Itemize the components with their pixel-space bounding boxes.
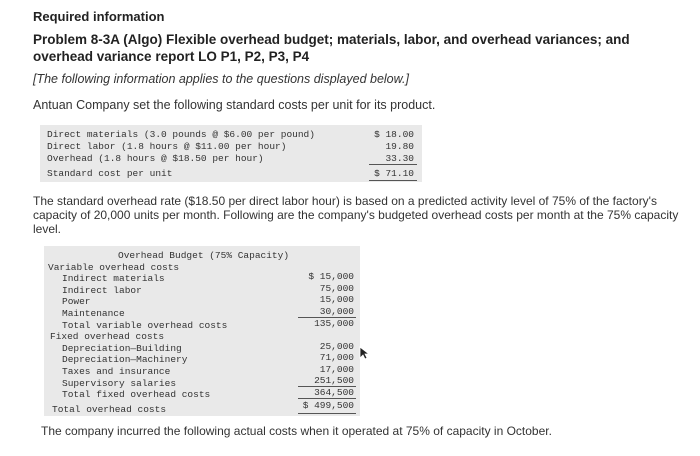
fixed-item-amount: 251,500 bbox=[314, 375, 354, 386]
total-overhead-label: Total overhead costs bbox=[52, 404, 167, 415]
overhead-budget-title: Overhead Budget (75% Capacity) bbox=[118, 250, 290, 261]
variable-item-amount: 15,000 bbox=[319, 294, 354, 305]
std-row-label-overhead: Overhead (1.8 hours @ $18.50 per hour) bbox=[47, 153, 264, 164]
total-overhead-amount: $ 499,500 bbox=[302, 400, 354, 411]
variable-item-amount: 30,000 bbox=[319, 306, 354, 317]
fixed-item-label: Supervisory salaries bbox=[62, 378, 177, 389]
variable-item-label: Maintenance bbox=[62, 308, 125, 319]
problem-title: Problem 8-3A (Algo) Flexible overhead budget; materials, labor, and overhead variances; and overhead variance report LO P1, P2, P3, P4 bbox=[33, 32, 630, 64]
fixed-item-label: Depreciation—Building bbox=[62, 343, 182, 354]
fixed-item-label: Depreciation—Machinery bbox=[62, 354, 188, 365]
std-amount-labor: 19.80 bbox=[385, 141, 414, 152]
std-row-label-total: Standard cost per unit bbox=[47, 168, 173, 179]
fixed-item-label: Taxes and insurance bbox=[62, 366, 171, 377]
total-variable-amount: 135,000 bbox=[314, 318, 354, 329]
fixed-costs-heading: Fixed overhead costs bbox=[50, 331, 165, 342]
std-subtotal-rule bbox=[369, 164, 417, 165]
variable-item-label: Indirect materials bbox=[62, 273, 165, 284]
variable-item-amount: $ 15,000 bbox=[308, 271, 354, 282]
std-amount-total: $ 71.10 bbox=[374, 168, 414, 179]
std-amount-materials: $ 18.00 bbox=[374, 129, 414, 140]
variable-costs-heading: Variable overhead costs bbox=[48, 262, 180, 273]
total-fixed-amount: 364,500 bbox=[314, 387, 354, 398]
fixed-item-amount: 71,000 bbox=[319, 352, 354, 363]
overhead-rate-paragraph: The standard overhead rate ($18.50 per direct labor hour) is based on a predicted activity level of 75% of the factory's capacity of 20,000 units per month. Following are the company's budgeted overhead costs per month at the 75% capacity level. bbox=[33, 194, 679, 236]
std-row-label-materials: Direct materials (3.0 pounds @ $6.00 per pound) bbox=[47, 129, 315, 140]
footer-text: The company incurred the following actual costs when it operated at 75% of capacity in October. bbox=[41, 424, 552, 438]
mouse-pointer-icon bbox=[358, 346, 372, 360]
intro-text: Antuan Company set the following standard costs per unit for its product. bbox=[33, 98, 436, 112]
fixed-item-amount: 25,000 bbox=[319, 341, 354, 352]
instruction-note: [The following information applies to the questions displayed below.] bbox=[33, 72, 409, 86]
std-amount-overhead: 33.30 bbox=[385, 153, 414, 164]
variable-item-amount: 75,000 bbox=[319, 283, 354, 294]
total-variable-label: Total variable overhead costs bbox=[62, 320, 228, 331]
required-information-heading: Required information bbox=[33, 9, 165, 24]
variable-item-label: Power bbox=[62, 296, 91, 307]
total-subtotal-rule bbox=[298, 398, 356, 399]
total-fixed-label: Total fixed overhead costs bbox=[62, 389, 211, 400]
std-total-rule bbox=[369, 180, 417, 181]
total-overhead-rule bbox=[298, 413, 356, 414]
variable-item-label: Indirect labor bbox=[62, 285, 142, 296]
fixed-item-amount: 17,000 bbox=[319, 364, 354, 375]
std-row-label-labor: Direct labor (1.8 hours @ $11.00 per hour) bbox=[47, 141, 287, 152]
